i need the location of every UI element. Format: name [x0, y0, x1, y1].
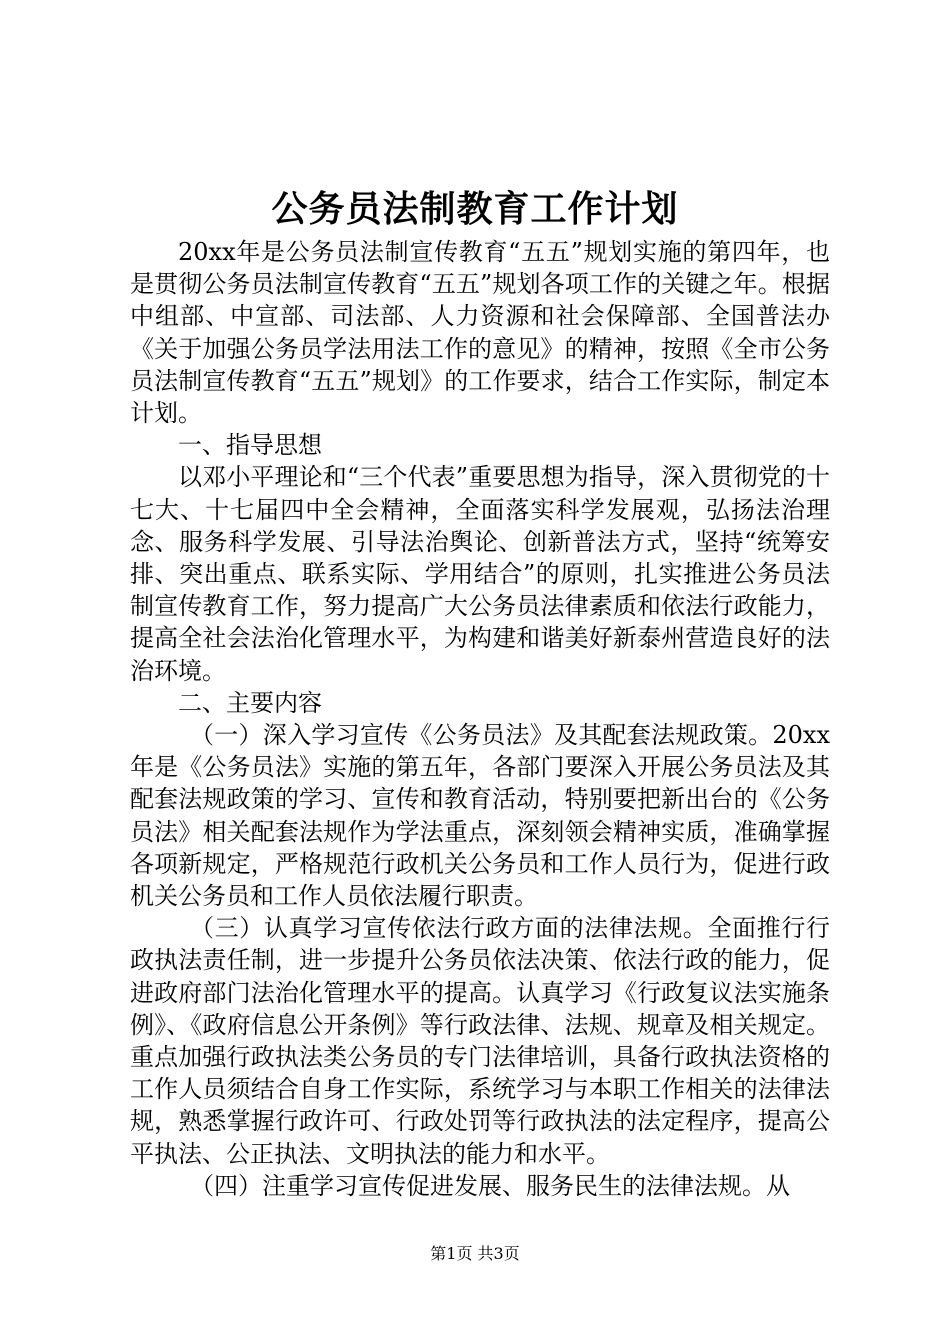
- main-content-item-1: （一）深入学习宣传《公务员法》及其配套法规政策。20xx年是《公务员法》实施的第五年，各部门要深入开展公务员法及其配套法规政策的学习、宣传和教育活动，特别要把新出台的《公务员法》相关配套法规作为学法重点，深刻领会精神实质，准确掌握各项新规定，严格规范行政机关公务员和工作人员行为，促进行政机关公务员和工作人员依法履行职责。: [130, 721, 830, 911]
- section-heading-guiding-ideology: 一、指导思想: [178, 431, 322, 460]
- guiding-ideology-paragraph: 以邓小平理论和“三个代表”重要思想为指导，深入贯彻党的十七大、十七届四中全会精神，全面落实科学发展观，弘扬法治理念、服务科学发展、引导法治舆论、创新普法方式，坚持“统筹安排、突出重点、联系实际、学用结合”的原则，扎实推进公务员法制宣传教育工作，努力提高广大公务员法律素质和依法行政能力，提高全社会法治化管理水平，为构建和谐美好新泰州营造良好的法治环境。: [130, 463, 830, 685]
- document-title: 公务员法制教育工作计划: [271, 188, 679, 230]
- page-number-footer: 第1页 共3页: [430, 1244, 520, 1263]
- document-body: [130, 236, 830, 1202]
- main-content-item-3: （三）认真学习宣传依法行政方面的法律法规。全面推行行政执法责任制，进一步提升公务员依法决策、依法行政的能力，促进政府部门法治化管理水平的提高。认真学习《行政复议法实施条例》、《政府信息公开条例》等行政法律、法规、规章及相关规定。重点加强行政执法类公务员的专门法律培训，具备行政执法资格的工作人员须结合自身工作实际，系统学习与本职工作相关的法律法规，熟悉掌握行政许可、行政处罚等行政执法的法定程序，提高公平执法、公正执法、文明执法的能力和水平。: [130, 914, 830, 1168]
- section-heading-main-content: 二、主要内容: [178, 688, 322, 717]
- intro-paragraph: 20xx年是公务员法制宣传教育“五五”规划实施的第四年，也是贯彻公务员法制宣传教育“五五”规划各项工作的关键之年。根据中组部、中宣部、司法部、人力资源和社会保障部、全国普法办《关于加强公务员学法用法工作的意见》的精神，按照《全市公务员法制宣传教育“五五”规划》的工作要求，结合工作实际，制定本计划。: [130, 238, 830, 428]
- main-content-item-4: （四）注重学习宣传促进发展、服务民生的法律法规。从: [190, 1171, 790, 1200]
